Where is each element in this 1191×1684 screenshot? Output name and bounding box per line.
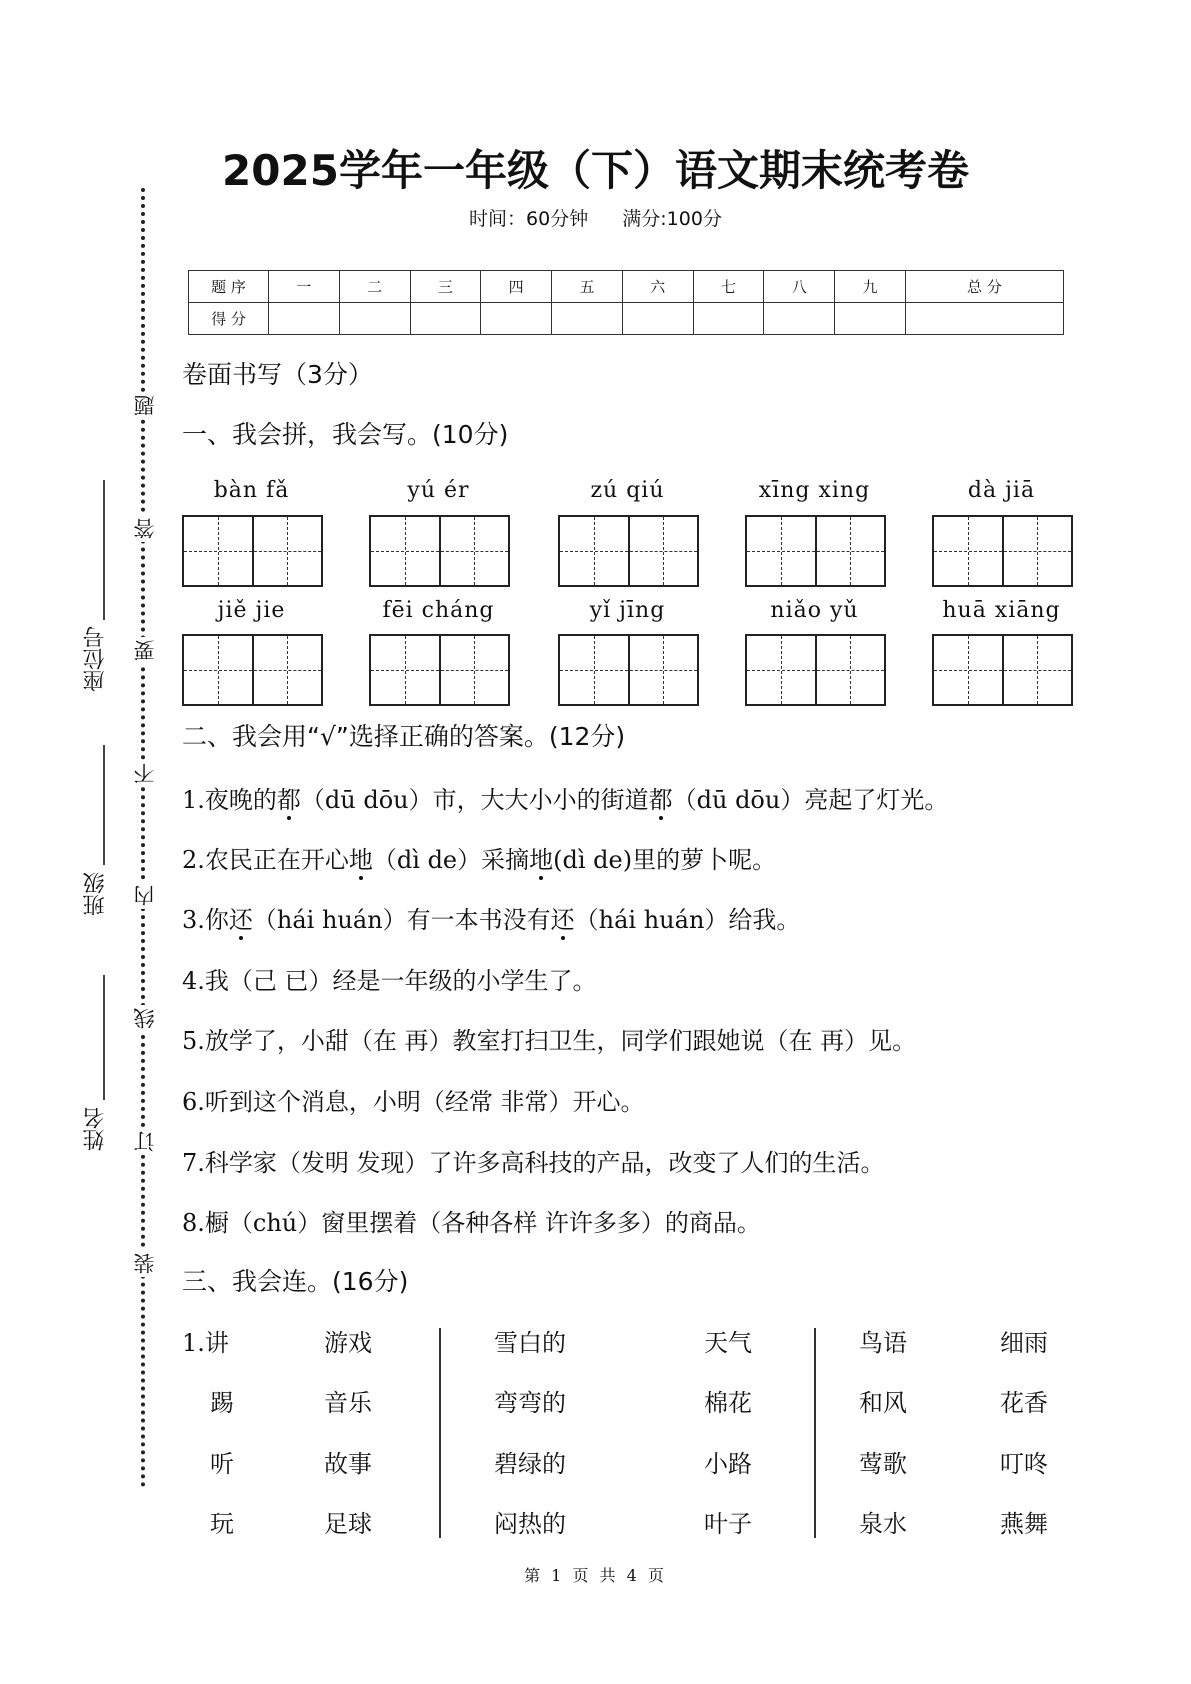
page-title: 2025学年一年级（下）语文期末统考卷 bbox=[222, 146, 969, 195]
writing-grid[interactable] bbox=[745, 515, 886, 587]
match-item[interactable]: 叮咚 bbox=[1000, 1450, 1048, 1478]
match-item[interactable]: 游戏 bbox=[324, 1329, 372, 1357]
column-divider bbox=[439, 1328, 441, 1538]
q-text: （dū dōu）市，大大小小的街道 bbox=[300, 786, 649, 814]
question-3[interactable] bbox=[182, 900, 800, 935]
pinyin-label: fēi cháng bbox=[382, 598, 495, 623]
q-text: （dū dōu）亮起了灯光。 bbox=[672, 786, 949, 814]
header-cell: 六 bbox=[622, 271, 693, 303]
pinyin-label: yú ér bbox=[407, 478, 470, 503]
question-1[interactable] bbox=[182, 780, 948, 815]
header-cell: 二 bbox=[339, 271, 410, 303]
binding-char-nei: 内 bbox=[130, 882, 160, 909]
class-field[interactable] bbox=[103, 745, 105, 865]
dotted-char: 还 bbox=[228, 906, 253, 934]
dotted-char: 都 bbox=[648, 786, 673, 814]
binding-char-xian: 线 bbox=[130, 1005, 160, 1032]
header-cell: 九 bbox=[835, 271, 906, 303]
name-label: 姓名 bbox=[80, 1103, 111, 1155]
binding-char-zhuang: 装 bbox=[130, 1250, 160, 1277]
writing-grid[interactable] bbox=[369, 515, 510, 587]
question-5[interactable]: 5.放学了，小甜（在 再）教室打扫卫生，同学们跟她说（在 再）见。 bbox=[182, 1027, 917, 1055]
q-text: 3.你 bbox=[182, 906, 229, 934]
binding-char-ti: 题 bbox=[130, 392, 160, 419]
header-cell: 四 bbox=[481, 271, 552, 303]
pinyin-label: dà jiā bbox=[967, 478, 1036, 503]
match-item[interactable]: 鸟语 bbox=[859, 1329, 907, 1357]
dotted-char: 地 bbox=[529, 846, 554, 874]
dotted-char: 地 bbox=[348, 846, 373, 874]
section3-heading: 三、我会连。(16分) bbox=[182, 1267, 409, 1296]
match-item[interactable]: 足球 bbox=[324, 1510, 372, 1538]
match-item[interactable]: 音乐 bbox=[324, 1389, 372, 1417]
match-item[interactable]: 细雨 bbox=[1000, 1329, 1048, 1357]
match-item[interactable]: 莺歌 bbox=[859, 1450, 907, 1478]
section2-heading: 二、我会用“√”选择正确的答案。(12分) bbox=[182, 722, 626, 751]
score-cell[interactable] bbox=[764, 303, 835, 335]
seat-number-label: 座位号 bbox=[80, 622, 111, 696]
header-cell: 五 bbox=[552, 271, 623, 303]
q-text: （dì de）采摘 bbox=[372, 846, 530, 874]
match-item[interactable]: 燕舞 bbox=[1000, 1510, 1048, 1538]
match-item[interactable]: 碧绿的 bbox=[494, 1450, 566, 1478]
dotted-char: 都 bbox=[276, 786, 301, 814]
pinyin-label: yǐ jīng bbox=[589, 598, 666, 623]
match-item[interactable]: 听 bbox=[210, 1450, 234, 1478]
q-text: 2.农民正在开心 bbox=[182, 846, 349, 874]
pinyin-label: xīng xing bbox=[758, 478, 871, 503]
exam-info bbox=[0, 204, 1191, 231]
writing-grid[interactable] bbox=[558, 634, 699, 706]
score-cell[interactable] bbox=[339, 303, 410, 335]
exam-time: 时间：60分钟 bbox=[469, 208, 589, 230]
header-cell: 总 分 bbox=[905, 271, 1063, 303]
match-item[interactable]: 和风 bbox=[859, 1389, 907, 1417]
binding-char-ding: 订 bbox=[130, 1128, 160, 1155]
header-cell: 三 bbox=[410, 271, 481, 303]
score-cell[interactable] bbox=[905, 303, 1063, 335]
writing-grid[interactable] bbox=[558, 515, 699, 587]
score-cell[interactable] bbox=[481, 303, 552, 335]
score-cell[interactable] bbox=[693, 303, 764, 335]
seat-number-field[interactable] bbox=[103, 480, 105, 620]
score-cell[interactable] bbox=[410, 303, 481, 335]
match-item[interactable]: 闷热的 bbox=[494, 1510, 566, 1538]
header-cell: 题 序 bbox=[189, 271, 269, 303]
match-item[interactable]: 玩 bbox=[210, 1510, 234, 1538]
match-item[interactable]: 故事 bbox=[324, 1450, 372, 1478]
binding-char-da: 答 bbox=[130, 515, 160, 542]
match-item[interactable]: 泉水 bbox=[859, 1510, 907, 1538]
match-item[interactable]: 踢 bbox=[210, 1389, 234, 1417]
q-text: （hái huán）给我。 bbox=[574, 906, 801, 934]
pinyin-label: huā xiāng bbox=[942, 598, 1061, 623]
writing-grid[interactable] bbox=[745, 634, 886, 706]
score-label: 得 分 bbox=[189, 303, 269, 335]
score-cell[interactable] bbox=[622, 303, 693, 335]
class-label: 班级 bbox=[80, 868, 111, 920]
score-table-score-row bbox=[189, 303, 1064, 335]
match-item[interactable]: 叶子 bbox=[704, 1510, 752, 1538]
header-cell: 一 bbox=[269, 271, 340, 303]
question-2[interactable] bbox=[182, 840, 776, 875]
score-cell[interactable] bbox=[835, 303, 906, 335]
score-cell[interactable] bbox=[552, 303, 623, 335]
match-item[interactable]: 1.讲 bbox=[182, 1329, 229, 1357]
writing-grid[interactable] bbox=[369, 634, 510, 706]
score-table bbox=[188, 270, 1064, 335]
writing-grid[interactable] bbox=[182, 634, 323, 706]
exam-full-score: 满分:100分 bbox=[622, 208, 722, 230]
match-item[interactable]: 花香 bbox=[1000, 1389, 1048, 1417]
q-text: （hái huán）有一本书没有 bbox=[252, 906, 551, 934]
writing-grid[interactable] bbox=[932, 634, 1073, 706]
writing-grid[interactable] bbox=[182, 515, 323, 587]
writing-grid[interactable] bbox=[932, 515, 1073, 587]
question-4[interactable]: 4.我（己 已）经是一年级的小学生了。 bbox=[182, 967, 597, 995]
page-number: 第 1 页 共 4 页 bbox=[524, 1566, 667, 1585]
pinyin-label: bàn fǎ bbox=[213, 478, 290, 503]
dotted-char: 还 bbox=[550, 906, 575, 934]
binding-char-yao: 要 bbox=[130, 637, 160, 664]
question-8[interactable]: 8.橱（chú）窗里摆着（各种各样 许许多多）的商品。 bbox=[182, 1209, 761, 1237]
name-field[interactable] bbox=[103, 975, 105, 1100]
match-item[interactable]: 天气 bbox=[704, 1329, 752, 1357]
header-cell: 八 bbox=[764, 271, 835, 303]
section1-heading: 一、我会拼，我会写。(10分) bbox=[182, 420, 509, 449]
score-cell[interactable] bbox=[269, 303, 340, 335]
pinyin-label: niǎo yǔ bbox=[770, 598, 859, 623]
header-cell: 七 bbox=[693, 271, 764, 303]
binding-char-bu: 不 bbox=[130, 760, 160, 787]
question-7[interactable]: 7.科学家（发明 发现）了许多高科技的产品，改变了人们的生活。 bbox=[182, 1149, 885, 1177]
q-text: 1.夜晚的 bbox=[182, 786, 277, 814]
match-item[interactable]: 雪白的 bbox=[494, 1329, 566, 1357]
handwriting-heading: 卷面书写（3分） bbox=[182, 360, 373, 389]
question-6[interactable]: 6.听到这个消息，小明（经常 非常）开心。 bbox=[182, 1088, 645, 1116]
pinyin-label: jiě jie bbox=[217, 598, 286, 623]
match-item[interactable]: 小路 bbox=[704, 1450, 752, 1478]
match-item[interactable]: 弯弯的 bbox=[494, 1389, 566, 1417]
match-item[interactable]: 棉花 bbox=[704, 1389, 752, 1417]
binding-dotted-line bbox=[141, 188, 145, 1488]
column-divider bbox=[814, 1328, 816, 1538]
q-text: (dì de)里的萝卜呢。 bbox=[553, 846, 777, 874]
pinyin-label: zú qiú bbox=[590, 478, 665, 503]
score-table-header-row bbox=[189, 271, 1064, 303]
